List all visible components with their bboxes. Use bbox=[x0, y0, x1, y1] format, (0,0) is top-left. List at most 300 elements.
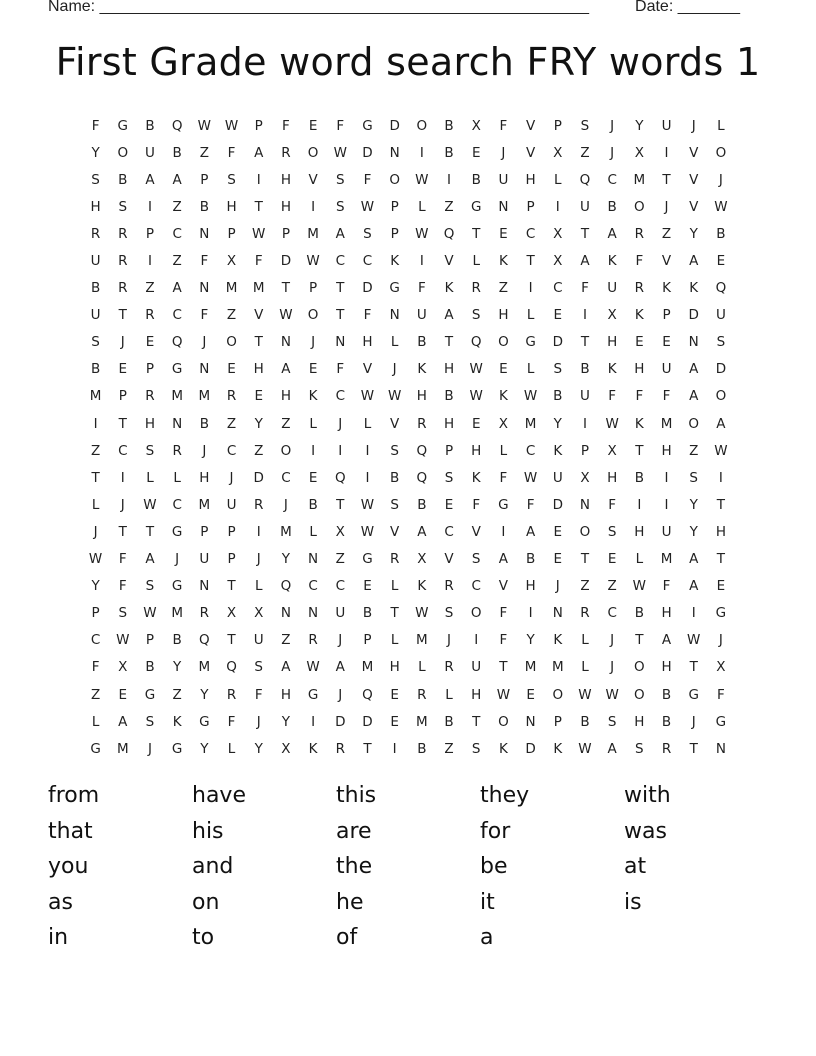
grid-letter: P bbox=[553, 117, 562, 134]
word-list bbox=[48, 778, 768, 956]
word-list-item: you bbox=[48, 854, 89, 880]
grid-letter: N bbox=[498, 198, 509, 215]
grid-letter: P bbox=[444, 442, 454, 459]
grid-letter: T bbox=[635, 442, 644, 459]
grid-letter: F bbox=[200, 307, 209, 324]
grid-letter: I bbox=[256, 171, 261, 188]
grid-letter: Y bbox=[553, 415, 562, 432]
grid-letter: J bbox=[691, 117, 696, 134]
grid-letter: V bbox=[444, 253, 454, 270]
grid-letter: F bbox=[717, 686, 725, 703]
grid-letter: B bbox=[145, 659, 155, 676]
grid-letter: X bbox=[226, 253, 237, 270]
grid-letter: P bbox=[390, 198, 399, 215]
grid-letter: L bbox=[635, 551, 644, 568]
grid-letter: V bbox=[390, 415, 400, 432]
grid-letter: A bbox=[172, 280, 182, 297]
grid-letter: G bbox=[688, 686, 699, 703]
grid-letter: L bbox=[173, 469, 181, 486]
grid-letter: M bbox=[198, 496, 211, 513]
grid-letter: S bbox=[145, 578, 155, 595]
grid-letter: C bbox=[525, 442, 536, 459]
grid-letter: T bbox=[580, 225, 590, 242]
grid-letter: R bbox=[417, 415, 427, 432]
grid-letter: T bbox=[281, 280, 291, 297]
grid-letter: G bbox=[362, 117, 373, 134]
word-list-item: be bbox=[480, 854, 508, 880]
grid-letter: L bbox=[390, 334, 399, 351]
grid-letter: M bbox=[633, 171, 646, 188]
grid-letter: F bbox=[336, 361, 345, 378]
grid-letter: O bbox=[498, 334, 509, 351]
grid-letter: B bbox=[118, 171, 128, 188]
grid-letter: M bbox=[524, 659, 537, 676]
grid-letter: E bbox=[526, 686, 535, 703]
grid-letter: Q bbox=[226, 659, 237, 676]
grid-letter: F bbox=[254, 686, 263, 703]
grid-letter: W bbox=[469, 388, 483, 405]
grid-letter: L bbox=[717, 117, 725, 134]
grid-letter: F bbox=[363, 307, 372, 324]
grid-letter: C bbox=[335, 253, 345, 270]
grid-letter: H bbox=[634, 361, 645, 378]
grid-letter: Z bbox=[90, 686, 101, 703]
grid-letter: R bbox=[199, 605, 210, 622]
grid-letter: G bbox=[90, 740, 101, 757]
grid-letter: G bbox=[715, 713, 727, 730]
grid-letter: O bbox=[634, 659, 645, 676]
grid-letter: W bbox=[252, 225, 266, 242]
grid-letter: I bbox=[528, 605, 533, 622]
grid-letter: G bbox=[525, 334, 536, 351]
grid-letter: W bbox=[415, 171, 429, 188]
grid-letter: N bbox=[199, 225, 210, 242]
grid-letter: S bbox=[118, 605, 128, 622]
grid-letter: X bbox=[553, 144, 563, 161]
grid-letter: H bbox=[280, 686, 291, 703]
grid-letter: T bbox=[118, 307, 127, 324]
grid-letter: I bbox=[582, 415, 587, 432]
grid-letter: I bbox=[637, 496, 642, 513]
grid-letter: O bbox=[470, 605, 482, 622]
grid-letter: W bbox=[306, 253, 320, 270]
grid-letter: R bbox=[172, 442, 182, 459]
grid-letter: L bbox=[390, 632, 399, 649]
grid-letter: E bbox=[607, 551, 617, 568]
grid-letter: Z bbox=[661, 225, 672, 242]
grid-letter: W bbox=[360, 198, 375, 215]
grid-letter: J bbox=[338, 686, 343, 703]
grid-letter: C bbox=[607, 171, 617, 188]
grid-letter: E bbox=[390, 686, 399, 703]
grid-letter: N bbox=[280, 334, 291, 351]
grid-letter: S bbox=[553, 361, 563, 378]
grid-letter: X bbox=[254, 605, 264, 622]
grid-letter: Y bbox=[254, 740, 263, 757]
grid-letter: Q bbox=[280, 578, 292, 595]
grid-letter: R bbox=[90, 225, 101, 242]
grid-letter: J bbox=[664, 198, 669, 215]
grid-letter: X bbox=[281, 740, 291, 757]
grid-letter: F bbox=[227, 713, 236, 730]
grid-letter: W bbox=[578, 740, 592, 757]
grid-letter: P bbox=[145, 632, 155, 649]
grid-letter: F bbox=[608, 496, 617, 513]
grid-letter: P bbox=[363, 632, 372, 649]
grid-letter: M bbox=[225, 280, 238, 297]
grid-letter: U bbox=[199, 551, 210, 568]
grid-letter: A bbox=[689, 551, 699, 568]
grid-letter: K bbox=[444, 280, 454, 297]
grid-letter: K bbox=[553, 442, 563, 459]
grid-letter: A bbox=[607, 225, 617, 242]
grid-letter: F bbox=[118, 551, 127, 568]
grid-letter: V bbox=[689, 171, 699, 188]
grid-letter: Q bbox=[715, 280, 727, 297]
grid-letter: M bbox=[171, 605, 183, 622]
grid-letter: R bbox=[118, 225, 128, 242]
grid-letter: F bbox=[635, 388, 644, 405]
grid-letter: I bbox=[501, 523, 506, 540]
grid-letter: W bbox=[88, 551, 103, 568]
page-title: First Grade word search FRY words 1 bbox=[55, 40, 761, 84]
grid-letter: P bbox=[227, 225, 236, 242]
grid-letter: A bbox=[254, 144, 264, 161]
grid-letter: X bbox=[553, 225, 563, 242]
grid-letter: E bbox=[716, 578, 726, 595]
grid-letter: C bbox=[335, 578, 345, 595]
word-list-item: the bbox=[336, 854, 373, 880]
grid-letter: E bbox=[118, 686, 128, 703]
grid-letter: Z bbox=[281, 415, 291, 432]
grid-letter: C bbox=[308, 578, 318, 595]
grid-letter: T bbox=[716, 551, 726, 568]
grid-letter: K bbox=[662, 280, 671, 297]
grid-letter: E bbox=[363, 578, 372, 595]
grid-letter: L bbox=[309, 415, 317, 432]
grid-letter: I bbox=[147, 198, 152, 215]
grid-letter: T bbox=[336, 307, 345, 324]
grid-letter: K bbox=[417, 578, 427, 595]
grid-letter: N bbox=[715, 740, 726, 757]
grid-letter: H bbox=[661, 605, 672, 622]
grid-letter: S bbox=[444, 469, 454, 486]
grid-letter: L bbox=[581, 659, 589, 676]
grid-letter: X bbox=[118, 659, 128, 676]
grid-letter: Z bbox=[444, 740, 454, 757]
grid-letter: O bbox=[226, 334, 237, 351]
grid-letter: D bbox=[253, 469, 264, 486]
grid-letter: Z bbox=[172, 253, 182, 270]
word-list-item: they bbox=[480, 783, 530, 808]
grid-letter: K bbox=[689, 280, 699, 297]
grid-letter: Y bbox=[200, 740, 209, 757]
grid-letter: Z bbox=[281, 632, 291, 649]
grid-letter: P bbox=[390, 225, 399, 242]
grid-letter: R bbox=[661, 740, 672, 757]
grid-letter: C bbox=[444, 523, 454, 540]
grid-letter: T bbox=[580, 551, 590, 568]
grid-letter: I bbox=[528, 280, 533, 297]
grid-letter: L bbox=[445, 686, 453, 703]
word-list-item: are bbox=[336, 818, 372, 844]
grid-letter: F bbox=[417, 280, 426, 297]
grid-letter: V bbox=[390, 523, 400, 540]
grid-letter: L bbox=[227, 740, 236, 757]
grid-letter: M bbox=[551, 659, 564, 676]
grid-letter: B bbox=[661, 713, 672, 730]
grid-letter: C bbox=[471, 578, 481, 595]
grid-letter: J bbox=[175, 551, 180, 568]
grid-letter: Q bbox=[171, 334, 183, 351]
grid-letter: X bbox=[226, 605, 237, 622]
grid-letter: N bbox=[389, 144, 400, 161]
grid-letter: T bbox=[254, 334, 263, 351]
grid-letter: T bbox=[390, 605, 399, 622]
word-list-item: was bbox=[624, 818, 667, 844]
grid-letter: K bbox=[308, 388, 318, 405]
grid-letter: X bbox=[716, 659, 726, 676]
grid-letter: J bbox=[120, 334, 125, 351]
grid-letter: I bbox=[338, 442, 343, 459]
grid-letter: D bbox=[362, 280, 373, 297]
grid-letter: F bbox=[336, 117, 345, 134]
grid-letter: C bbox=[172, 496, 182, 513]
grid-letter: I bbox=[419, 253, 424, 270]
grid-letter: W bbox=[605, 415, 619, 432]
grid-letter: J bbox=[610, 632, 615, 649]
grid-letter: H bbox=[715, 523, 726, 540]
grid-letter: U bbox=[90, 307, 101, 324]
grid-letter: E bbox=[444, 496, 454, 513]
grid-letter: J bbox=[610, 117, 615, 134]
grid-letter: R bbox=[281, 144, 291, 161]
grid-letter: C bbox=[335, 388, 345, 405]
grid-letter: N bbox=[552, 605, 563, 622]
grid-letter: W bbox=[360, 523, 375, 540]
grid-letter: B bbox=[607, 198, 617, 215]
grid-letter: S bbox=[471, 740, 481, 757]
grid-letter: J bbox=[93, 523, 98, 540]
grid-letter: U bbox=[416, 307, 427, 324]
grid-letter: S bbox=[145, 713, 155, 730]
grid-letter: G bbox=[362, 551, 373, 568]
grid-letter: M bbox=[361, 659, 374, 676]
grid-letter: O bbox=[634, 686, 645, 703]
grid-letter: G bbox=[171, 361, 183, 378]
grid-letter: C bbox=[172, 225, 182, 242]
grid-letter: N bbox=[172, 415, 183, 432]
grid-letter: G bbox=[498, 496, 509, 513]
grid-letter: H bbox=[253, 361, 264, 378]
grid-letter: U bbox=[661, 117, 672, 134]
grid-letter: E bbox=[499, 225, 508, 242]
grid-letter: B bbox=[444, 144, 454, 161]
word-list-item: this bbox=[336, 783, 377, 808]
grid-letter: P bbox=[145, 361, 155, 378]
grid-letter: J bbox=[311, 334, 316, 351]
grid-letter: V bbox=[498, 578, 509, 595]
grid-letter: H bbox=[226, 198, 237, 215]
grid-letter: O bbox=[715, 144, 727, 161]
grid-letter: U bbox=[661, 361, 672, 378]
grid-letter: B bbox=[417, 334, 427, 351]
grid-letter: E bbox=[635, 334, 644, 351]
word-list-item: have bbox=[192, 783, 246, 808]
grid-letter: H bbox=[144, 415, 156, 432]
grid-letter: D bbox=[715, 361, 727, 378]
grid-letter: E bbox=[145, 334, 155, 351]
grid-letter: E bbox=[471, 144, 481, 161]
grid-letter: S bbox=[363, 225, 372, 242]
grid-letter: P bbox=[662, 307, 671, 324]
grid-letter: L bbox=[91, 713, 100, 730]
grid-letter: M bbox=[416, 713, 428, 730]
grid-letter: F bbox=[200, 253, 209, 270]
grid-letter: A bbox=[417, 523, 427, 540]
grid-letter: I bbox=[555, 198, 560, 215]
grid-letter: Y bbox=[91, 578, 100, 595]
grid-letter: O bbox=[634, 198, 645, 215]
grid-letter: V bbox=[525, 117, 536, 134]
grid-letter: Q bbox=[416, 442, 428, 459]
grid-letter: D bbox=[525, 740, 536, 757]
grid-letter: W bbox=[687, 632, 701, 649]
grid-letter: D bbox=[362, 144, 373, 161]
grid-letter: W bbox=[605, 686, 619, 703]
grid-letter: Z bbox=[689, 442, 699, 459]
grid-letter: P bbox=[553, 713, 562, 730]
grid-letter: T bbox=[145, 523, 155, 540]
grid-letter: H bbox=[607, 469, 618, 486]
grid-letter: B bbox=[444, 713, 454, 730]
grid-letter: D bbox=[389, 117, 400, 134]
grid-letter: V bbox=[689, 198, 699, 215]
grid-letter: A bbox=[525, 523, 536, 540]
grid-letter: L bbox=[390, 578, 399, 595]
grid-letter: C bbox=[607, 605, 617, 622]
grid-letter: M bbox=[89, 388, 102, 405]
grid-letter: J bbox=[555, 578, 560, 595]
grid-letter: B bbox=[417, 740, 427, 757]
grid-letter: H bbox=[362, 334, 373, 351]
grid-letter: J bbox=[447, 632, 452, 649]
grid-letter: N bbox=[688, 334, 699, 351]
grid-letter: J bbox=[256, 551, 261, 568]
grid-letter: N bbox=[280, 605, 291, 622]
grid-letter: Z bbox=[254, 442, 264, 459]
grid-letter: H bbox=[416, 388, 427, 405]
grid-letter: W bbox=[143, 605, 157, 622]
grid-letter: W bbox=[143, 496, 157, 513]
grid-letter: B bbox=[417, 496, 427, 513]
grid-letter: P bbox=[580, 442, 590, 459]
grid-letter: G bbox=[171, 523, 183, 540]
grid-letter: U bbox=[580, 388, 590, 405]
grid-letter: J bbox=[338, 632, 343, 649]
word-list-item: it bbox=[480, 889, 495, 915]
grid-letter: S bbox=[254, 659, 263, 676]
grid-letter: K bbox=[553, 740, 563, 757]
grid-letter: I bbox=[256, 523, 261, 540]
grid-letter: B bbox=[553, 388, 563, 405]
grid-letter: J bbox=[392, 361, 397, 378]
grid-letter: I bbox=[147, 253, 152, 270]
grid-letter: S bbox=[444, 605, 454, 622]
grid-letter: W bbox=[387, 388, 402, 405]
grid-letter: W bbox=[197, 117, 212, 134]
grid-letter: G bbox=[144, 686, 156, 703]
grid-letter: J bbox=[202, 334, 207, 351]
grid-letter: S bbox=[118, 198, 128, 215]
grid-letter: F bbox=[608, 388, 617, 405]
grid-letter: S bbox=[471, 551, 481, 568]
grid-letter: U bbox=[552, 469, 563, 486]
grid-letter: U bbox=[226, 496, 237, 513]
grid-letter: T bbox=[526, 253, 535, 270]
grid-letter: S bbox=[471, 307, 481, 324]
word-list-item: as bbox=[48, 889, 73, 915]
grid-letter: S bbox=[91, 334, 100, 351]
grid-letter: F bbox=[662, 388, 671, 405]
grid-letter: G bbox=[199, 713, 210, 730]
grid-letter: H bbox=[634, 523, 645, 540]
grid-letter: C bbox=[525, 225, 536, 242]
grid-letter: J bbox=[229, 469, 234, 486]
grid-letter: E bbox=[308, 361, 318, 378]
word-list-item: for bbox=[480, 818, 511, 844]
grid-letter: H bbox=[634, 713, 645, 730]
grid-letter: M bbox=[307, 225, 319, 242]
grid-letter: T bbox=[499, 659, 508, 676]
grid-letter: Z bbox=[90, 442, 101, 459]
grid-letter: R bbox=[308, 632, 318, 649]
grid-letter: T bbox=[662, 171, 671, 188]
name-label: Name: _______________________________________________________ bbox=[48, 0, 589, 15]
grid-letter: F bbox=[499, 117, 508, 134]
grid-letter: C bbox=[362, 253, 373, 270]
grid-letter: E bbox=[553, 523, 563, 540]
grid-letter: H bbox=[280, 171, 291, 188]
grid-letter: O bbox=[715, 388, 727, 405]
grid-letter: P bbox=[227, 551, 236, 568]
word-list-item: of bbox=[336, 925, 358, 951]
grid-letter: T bbox=[336, 280, 345, 297]
grid-letter: Z bbox=[145, 280, 155, 297]
grid-letter: A bbox=[145, 171, 155, 188]
grid-letter: B bbox=[362, 605, 373, 622]
grid-letter: V bbox=[471, 523, 481, 540]
grid-letter: T bbox=[635, 632, 644, 649]
grid-letter: G bbox=[307, 686, 319, 703]
grid-letter: N bbox=[199, 361, 210, 378]
grid-letter: E bbox=[553, 551, 563, 568]
grid-letter: W bbox=[578, 686, 592, 703]
grid-letter: P bbox=[118, 388, 127, 405]
grid-letter: I bbox=[311, 713, 316, 730]
grid-letter: B bbox=[390, 469, 400, 486]
grid-letter: I bbox=[474, 632, 479, 649]
grid-letter: V bbox=[254, 307, 264, 324]
grid-letter: F bbox=[118, 578, 127, 595]
grid-letter: R bbox=[118, 253, 128, 270]
grid-letter: H bbox=[607, 334, 618, 351]
grid-letter: T bbox=[689, 659, 698, 676]
grid-letter: A bbox=[689, 388, 699, 405]
grid-letter: L bbox=[363, 415, 372, 432]
word-list-item: in bbox=[48, 925, 69, 951]
grid-letter: Y bbox=[689, 225, 698, 242]
